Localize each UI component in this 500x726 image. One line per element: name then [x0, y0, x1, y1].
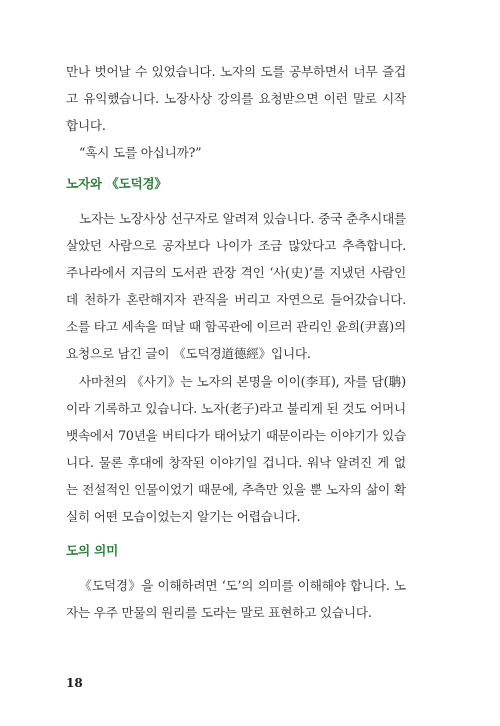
section-heading-dao: 도의 의미 [66, 543, 119, 558]
page-number: 18 [66, 676, 83, 690]
intro-paragraph: 만나 벗어날 수 있었습니다. 노자의 도를 공부하면서 너무 즐겁고 유익했습니다. 노장사상 강의를 요청받으면 이런 말로 시작합니다. [66, 64, 406, 134]
intro-block [66, 58, 406, 166]
intro-quote: “혹시 도를 아십니까?” [79, 145, 202, 161]
body-paragraph: 노자는 노장사상 선구자로 알려져 있습니다. 중국 춘추시대를 살았던 사람으로 공자보다 나이가 조금 많았다고 추측합니다. 주나라에서 지금의 도서관 관장 격인 ‘사(史)’를 지냈던 사람인데 천하가 혼란해지자 관직을 버리고 자연으로 들어갔습니다. 소를 타고 세속을 떠날 때 함곡관에 이르러 관리인 윤희(尹喜)의 요청으로 남긴 글이 《도덕경道德經》입니다. [66, 211, 406, 362]
section-laozi-body [66, 205, 406, 530]
section-dao-body [66, 572, 406, 626]
body-paragraph: 사마천의 《사기》는 노자의 본명을 이이(李耳), 자를 담(聃)이라 기록하고 있습니다. 노자(老子)라고 불리게 된 것도 어머니 뱃속에서 70년을 버티다가 태어났기 때문이라는 이야기가 있습니다. 물론 후대에 창작된 이야기일 겁니다. 워낙 알려진 게 없는 전설적인 인물이었기 때문에, 추측만 있을 뿐 노자의 삶이 확실히 어떤 모습이었는지 알기는 어렵습니다. [66, 373, 406, 525]
body-paragraph: 《도덕경》을 이해하려면 ‘도’의 의미를 이해해야 합니다. 노자는 우주 만물의 원리를 도라는 말로 표현하고 있습니다. [66, 578, 406, 621]
section-heading-laozi: 노자와 《도덕경》 [66, 176, 167, 191]
